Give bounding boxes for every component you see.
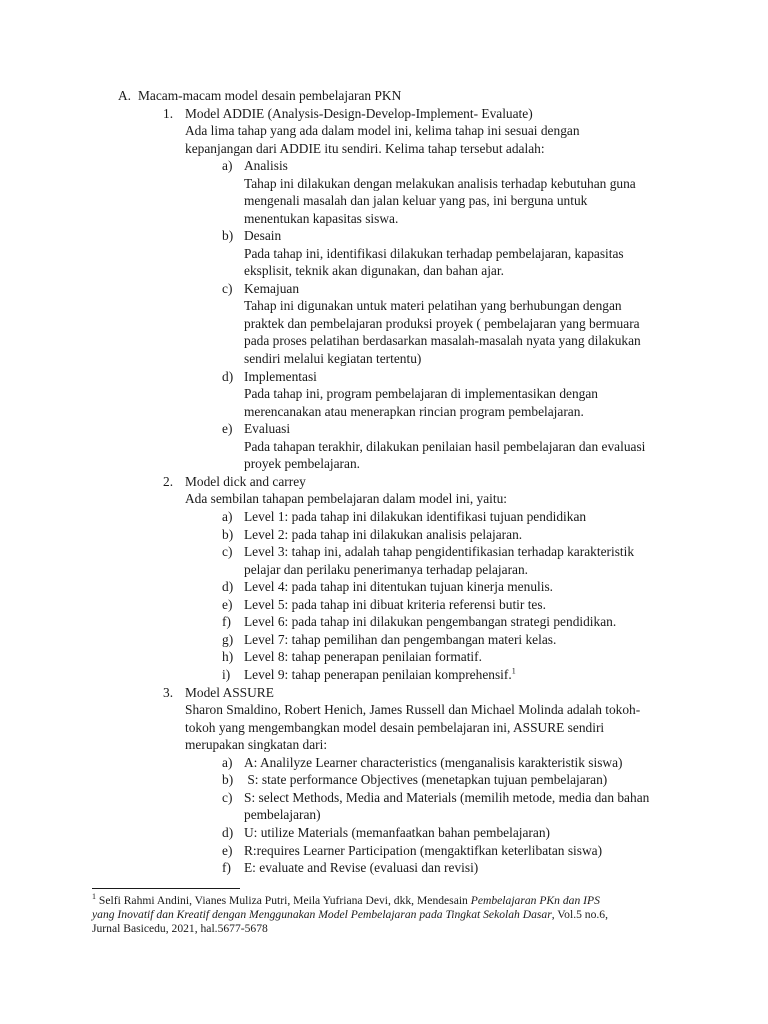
stage-desc-line: eksplisit, teknik akan digunakan, dan bahan ajar. [244,263,504,278]
list-item-line: Level 8: tahap penerapan penilaian formatif. [244,649,482,664]
model-number: 1. [163,106,174,121]
stage-title: Kemajuan [244,281,300,296]
stage-title: Evaluasi [244,421,291,436]
stage-desc-line: praktek dan pembelajaran produksi proyek ( pembelajaran yang bermuara [244,316,640,331]
footnote-reference[interactable]: 1 [511,666,516,676]
stage-title: Desain [244,228,282,243]
stage-desc-line: Tahap ini dilakukan dengan melakukan analisis terhadap kebutuhan guna [244,176,636,191]
list-item-line: pelajar dan perilaku penerimanya terhadap pelajaran. [244,562,529,577]
stage-title: Analisis [244,158,288,173]
stage-desc-line: proyek pembelajaran. [244,456,360,471]
list-label: c) [222,790,233,805]
list-item-line: A: Analilyze Learner characteristics (menganalisis karakteristik siswa) [244,755,623,770]
stage-desc-line: Pada tahap ini, program pembelajaran di implementasikan dengan [244,386,598,401]
stage-desc-line: menentukan kapasitas siswa. [244,211,399,226]
list-label: f) [222,614,231,629]
model-intro-line: Sharon Smaldino, Robert Henich, James Russell dan Michael Molinda adalah tokoh- [185,702,641,717]
list-label: e) [222,843,233,858]
list-label: a) [222,755,233,770]
list-item-line: Level 5: pada tahap ini dibuat kriteria referensi butir tes. [244,597,546,612]
list-label: h) [222,649,234,664]
footnote-line [92,908,608,923]
stage-desc-line: sendiri melalui kegiatan tertentu) [244,351,422,366]
list-item-line: Level 4: pada tahap ini ditentukan tujuan kinerja menulis. [244,579,554,594]
list-item-line [244,666,516,684]
list-label: d) [222,579,234,594]
list-label: d) [222,369,234,384]
model-intro-line: tokoh yang mengembangkan model desain pembelajaran ini, ASSURE sendiri [185,720,605,735]
list-label: b) [222,527,234,542]
list-item-line: Level 6: pada tahap ini dilakukan pengembangan strategi pendidikan. [244,614,617,629]
stage-desc-line: Pada tahap ini, identifikasi dilakukan terhadap pembelajaran, kapasitas [244,246,624,261]
footnote-title-italic: yang Inovatif dan Kreatif dengan Menggunakan Model Pembelajaran pada Tingkat Sekolah Dasar [92,908,552,921]
list-label: c) [222,544,233,559]
model-number: 3. [163,685,174,700]
list-label: a) [222,158,233,173]
list-item-line: R:requires Learner Participation (mengaktifkan keterlibatan siswa) [244,843,603,858]
footnote-volume: , Vol.5 no.6, [551,908,608,921]
footnote-line: Jurnal Basicedu, 2021, hal.5677-5678 [92,922,268,935]
list-item-line: S: select Methods, Media and Materials (memilih metode, media dan bahan [244,790,650,805]
model-intro-line: kepanjangan dari ADDIE itu sendiri. Kelima tahap tersebut adalah: [185,141,545,156]
stage-desc-line: pada proses pelatihan berdasarkan masalah-masalah nyata yang dilakukan [244,333,641,348]
stage-desc-line: merencanakan atau menerapkan rincian program pembelajaran. [244,404,584,419]
footnote-separator [92,888,240,889]
list-item-line: Level 3: tahap ini, adalah tahap pengidentifikasian terhadap karakteristik [244,544,635,559]
model-intro-line: Ada sembilan tahapan pembelajaran dalam model ini, yaitu: [185,491,508,506]
list-item-line: pembelajaran) [244,807,321,822]
footnote-number: 1 [92,892,96,902]
footnote-authors: Selfi Rahmi Andini, Vianes Muliza Putri, Meila Yufriana Devi, dkk, Mendesain [96,894,471,907]
list-label: b) [222,772,234,787]
list-label: g) [222,632,234,647]
stage-desc-line: Tahap ini digunakan untuk materi pelatihan yang berhubungan dengan [244,298,622,313]
list-item-line: Level 7: tahap pemilihan dan pengembangan materi kelas. [244,632,557,647]
list-item-line: S: state performance Objectives (menetapkan tujuan pembelajaran) [244,772,608,787]
list-label: c) [222,281,233,296]
list-label: d) [222,825,234,840]
model-intro-line: Ada lima tahap yang ada dalam model ini, kelima tahap ini sesuai dengan [185,123,580,138]
model-title: Model ASSURE [185,685,274,700]
model-intro-line: merupakan singkatan dari: [185,737,328,752]
list-label: a) [222,509,233,524]
section-letter: A. [118,88,132,103]
list-label: e) [222,421,233,436]
stage-desc-line: Pada tahapan terakhir, dilakukan penilaian hasil pembelajaran dan evaluasi [244,439,646,454]
list-label: i) [222,667,231,682]
list-item-line: Level 1: pada tahap ini dilakukan identifikasi tujuan pendidikan [244,509,587,524]
list-label: f) [222,860,231,875]
list-label: b) [222,228,234,243]
footnote-title-italic: Pembelajaran PKn dan IPS [470,894,600,907]
list-label: e) [222,597,233,612]
stage-desc-line: mengenali masalah dan jalan keluar yang pas, ini berguna untuk [244,193,588,208]
stage-title: Implementasi [244,369,317,384]
list-item-line: U: utilize Materials (memanfaatkan bahan pembelajaran) [244,825,550,840]
model-title: Model ADDIE (Analysis-Design-Develop-Implement- Evaluate) [185,106,533,121]
footnote-line [92,894,600,909]
list-item-line: E: evaluate and Revise (evaluasi dan revisi) [244,860,479,875]
model-title: Model dick and carrey [185,474,306,489]
model-number: 2. [163,474,174,489]
list-item-text: Level 9: tahap penerapan penilaian komprehensif. [244,667,512,682]
section-title: Macam-macam model desain pembelajaran PKN [138,88,402,103]
list-item-line: Level 2: pada tahap ini dilakukan analisis pelajaran. [244,527,523,542]
